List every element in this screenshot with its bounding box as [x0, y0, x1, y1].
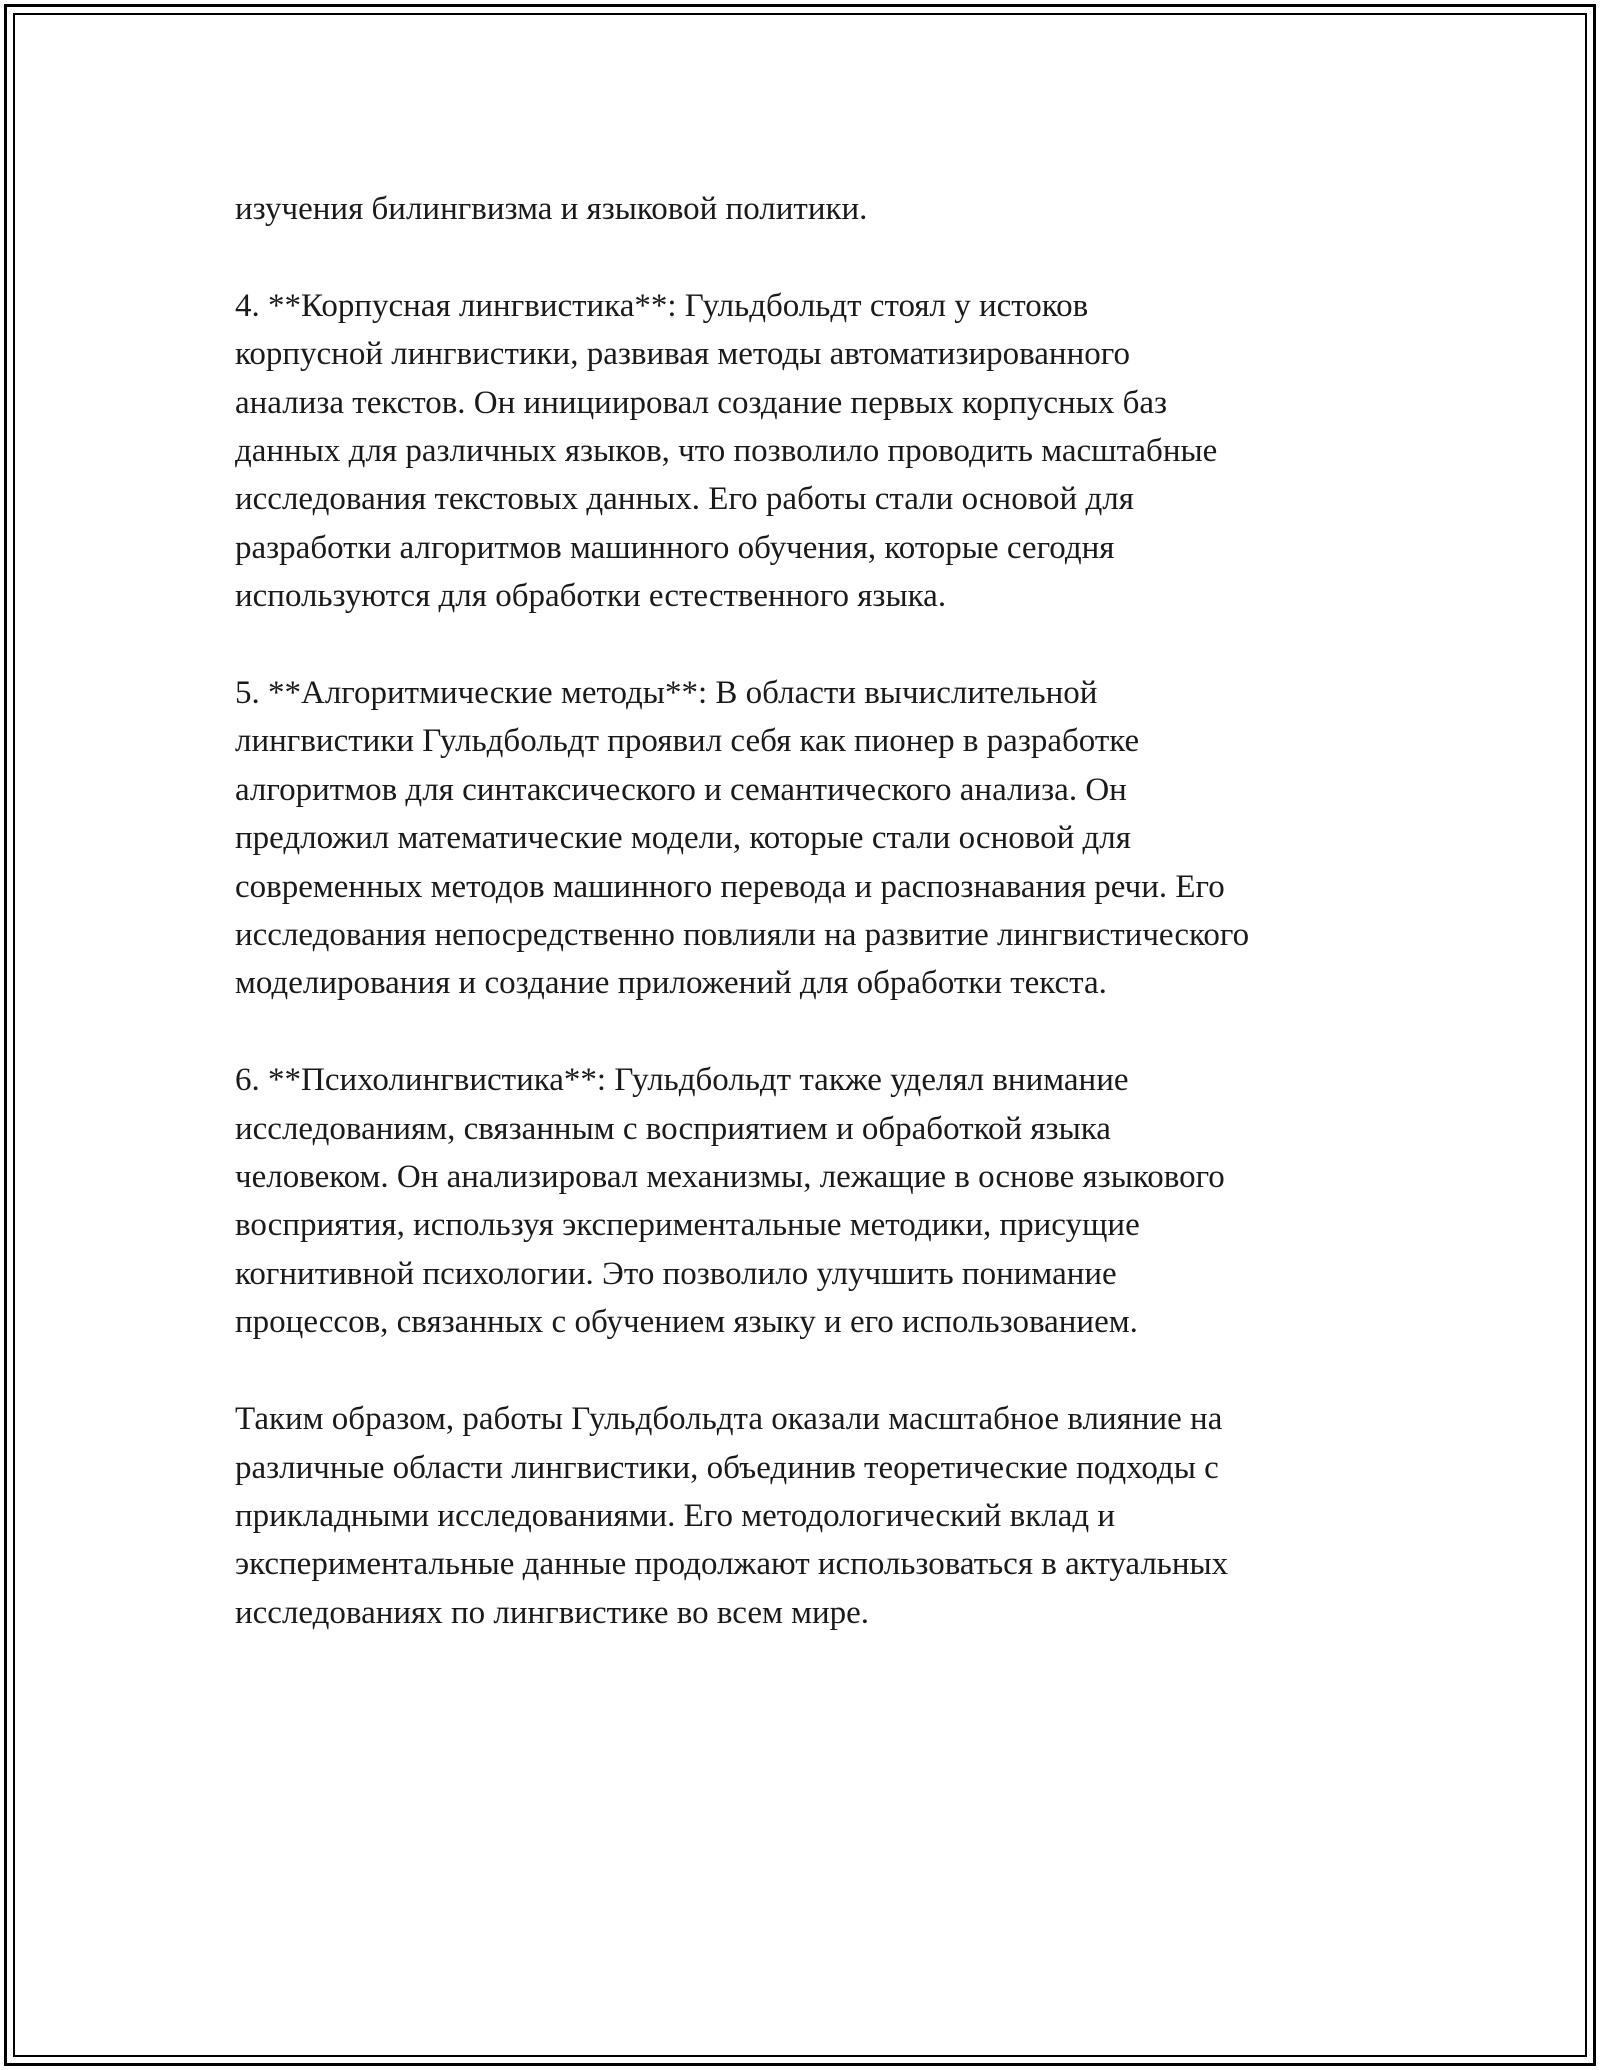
text-line: исследования непосредственно повлияли на развитие лингвистического: [235, 917, 1250, 954]
text-line: 4. **Корпусная лингвистика**: Гульдбольдт стоял у истоков: [235, 287, 1089, 324]
text-line: прикладными исследованиями. Его методологический вклад и: [235, 1497, 1116, 1534]
text-line: лингвистики Гульдбольдт проявил себя как пионер в разработке: [235, 723, 1140, 760]
paragraph-conclusion: [235, 1395, 1415, 1637]
paragraph-continuation: [235, 185, 1415, 233]
text-line: современных методов машинного перевода и распознавания речи. Его: [235, 868, 1225, 905]
text-line: исследованиях по лингвистике во всем мире.: [235, 1594, 870, 1631]
document-body: [235, 185, 1415, 1686]
text-line: восприятия, используя экспериментальные методики, присущие: [235, 1207, 1140, 1244]
text-line: исследованиям, связанным с восприятием и обработкой языка: [235, 1110, 1111, 1147]
text-line: когнитивной психологии. Это позволило улучшить понимание: [235, 1255, 1117, 1292]
text-line: исследования текстовых данных. Его работы стали основой для: [235, 481, 1134, 518]
text-line: моделирования и создание приложений для обработки текста.: [235, 965, 1107, 1002]
text-line: процессов, связанных с обучением языку и его использованием.: [235, 1304, 1138, 1341]
paragraph-algorithmic-methods: [235, 669, 1415, 1008]
text-line: используются для обработки естественного языка.: [235, 578, 947, 615]
text-line: изучения билингвизма и языковой политики.: [235, 191, 868, 227]
text-line: 6. **Психолингвистика**: Гульдбольдт также уделял внимание: [235, 1062, 1129, 1099]
text-line: 5. **Алгоритмические методы**: В области вычислительной: [235, 675, 1098, 712]
text-line: данных для различных языков, что позволило проводить масштабные: [235, 433, 1218, 470]
text-line: различные области лингвистики, объединив теоретические подходы с: [235, 1449, 1219, 1486]
text-line: предложил математические модели, которые стали основой для: [235, 820, 1131, 857]
text-line: человеком. Он анализировал механизмы, лежащие в основе языкового: [235, 1159, 1225, 1196]
text-line: анализа текстов. Он инициировал создание первых корпусных баз: [235, 384, 1168, 421]
text-line: алгоритмов для синтаксического и семантического анализа. Он: [235, 771, 1127, 808]
paragraph-corpus-linguistics: [235, 282, 1415, 621]
paragraph-psycholinguistics: [235, 1056, 1415, 1346]
text-line: Таким образом, работы Гульдбольдта оказали масштабное влияние на: [235, 1401, 1223, 1438]
text-line: разработки алгоритмов машинного обучения, которые сегодня: [235, 529, 1115, 566]
text-line: корпусной лингвистики, развивая методы автоматизированного: [235, 336, 1130, 373]
text-line: экспериментальные данные продолжают использоваться в актуальных: [235, 1546, 1229, 1583]
